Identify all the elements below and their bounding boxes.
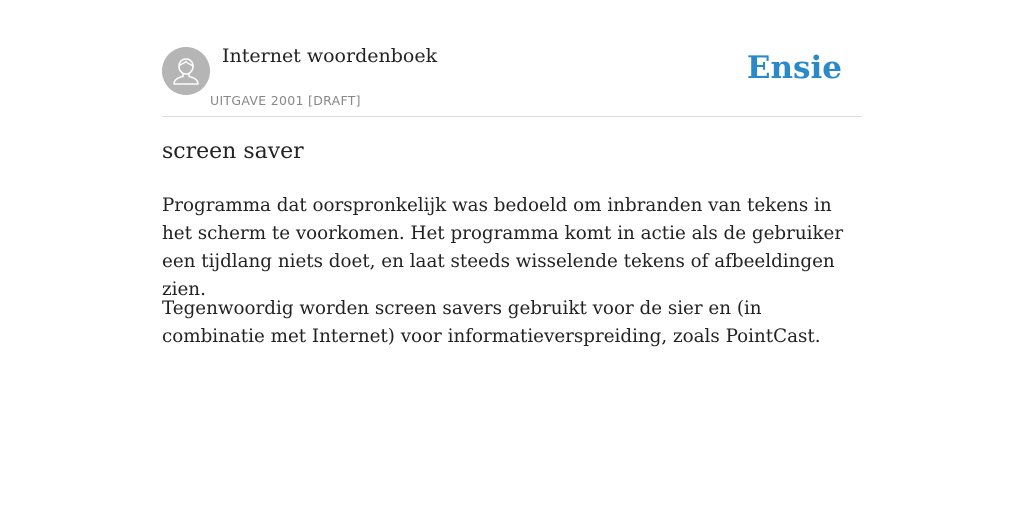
book-title-link[interactable]: Internet woordenboek xyxy=(222,45,438,67)
brand-logo[interactable]: Ensie xyxy=(746,50,842,86)
definition-paragraph: Tegenwoordig worden screen savers gebruikt voor de sier en (in combinatie met Internet) voor informatieverspreiding, zoals PointCast. xyxy=(162,298,821,347)
entry-header xyxy=(162,0,862,117)
page-container xyxy=(162,0,862,347)
definition-paragraph: Programma dat oorspronkelijk was bedoeld om inbranden van tekens in het scherm te voorkomen. Het programma komt in actie als de gebruiker een tijdlang niets doet, en laat steeds wisselende tekens of afbeeldingen zien. xyxy=(162,195,844,300)
user-silhouette-icon-graphic xyxy=(162,47,210,95)
edition-label: UITGAVE 2001 [DRAFT] xyxy=(210,93,361,108)
user-silhouette-icon[interactable] xyxy=(162,47,210,95)
entry-term-heading: screen saver xyxy=(162,139,304,164)
